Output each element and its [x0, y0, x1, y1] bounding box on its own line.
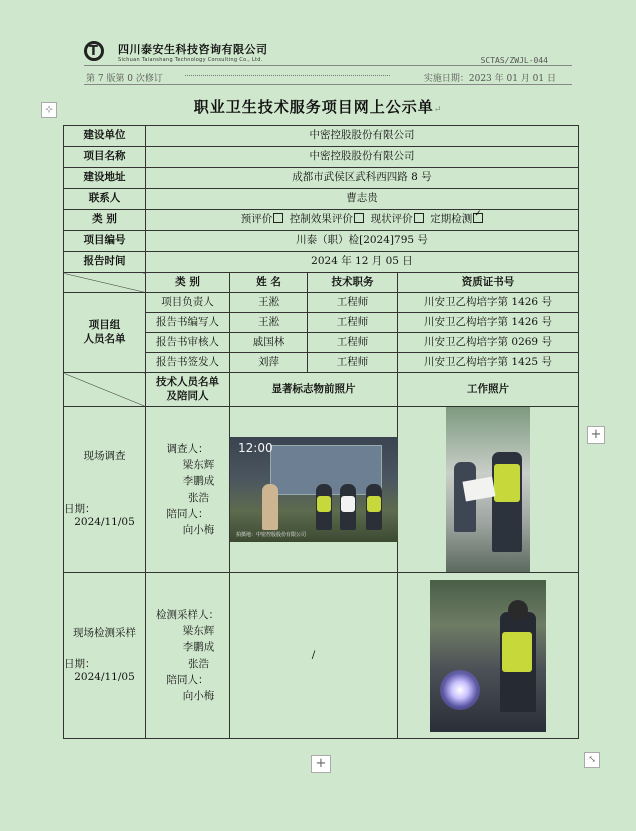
- sampling-work-photo[interactable]: [430, 580, 546, 732]
- member-cert[interactable]: 川安卫乙构培字第 1426 号: [398, 293, 579, 313]
- sampling-work-photo-cell: [398, 573, 579, 739]
- document-title: 职业卫生技术服务项目网上公示单↵: [193, 98, 443, 116]
- sampling-staff-2[interactable]: 李鹏成: [182, 641, 215, 654]
- contact-label: 联系人: [64, 189, 146, 210]
- diagonal-header-cell: [64, 273, 146, 293]
- company-name-cn: 四川泰安生科技咨询有限公司: [118, 43, 268, 56]
- sampling-staff-label: 检测采样人：: [156, 608, 219, 621]
- sampling-landmark-cell[interactable]: /: [230, 573, 398, 739]
- member-name[interactable]: 刘萍: [230, 353, 308, 373]
- sampling-label: 现场检测采样: [73, 626, 136, 639]
- member-name[interactable]: 戚国林: [230, 333, 308, 353]
- work-photo[interactable]: [446, 407, 530, 572]
- member-role[interactable]: 报告书审核人: [146, 333, 230, 353]
- project-label: 项目名称: [64, 147, 146, 168]
- survey-label: 现场调查: [83, 449, 126, 462]
- members-header-title: 技术职务: [308, 273, 398, 293]
- members-header-name: 姓 名: [230, 273, 308, 293]
- unit-value[interactable]: 中密控股股份有限公司: [146, 126, 579, 147]
- add-row-button[interactable]: +: [311, 755, 331, 773]
- table-resize-handle[interactable]: ⤡: [584, 752, 600, 768]
- member-title[interactable]: 工程师: [308, 313, 398, 333]
- member-title[interactable]: 工程师: [308, 353, 398, 373]
- number-label: 项目编号: [64, 231, 146, 252]
- photo-watermark: 拍摄地：中密控股股份有限公司: [236, 531, 307, 538]
- members-header-cert: 资质证书号: [398, 273, 579, 293]
- survey-work-photo-cell: [398, 407, 579, 573]
- survey-landmark-photo-cell: [230, 407, 398, 573]
- sampling-staff-1[interactable]: 梁东辉: [182, 624, 215, 637]
- diagonal-site-header-cell: [64, 373, 146, 407]
- sampling-companion-label: 陪同人：: [166, 673, 209, 686]
- sampling-companion[interactable]: 向小梅: [182, 690, 215, 703]
- sampling-date-label: 日期：: [64, 657, 96, 670]
- address-value[interactable]: 成都市武侯区武科西四路 8 号: [146, 168, 579, 189]
- unit-label: 建设单位: [64, 126, 146, 147]
- checkbox-icon[interactable]: [273, 213, 283, 223]
- header-rule-bottom: [84, 84, 572, 85]
- category-status-eval[interactable]: 现状评价: [371, 213, 424, 225]
- dotted-leader: [185, 75, 390, 76]
- category-pre-eval[interactable]: 预评价: [241, 213, 284, 225]
- category-label: 类 别: [64, 210, 146, 231]
- address-label: 建设地址: [64, 168, 146, 189]
- survey-date-label: 日期：: [64, 502, 96, 515]
- company-name-en: Sichuan Taianshang Technology Consulting Co., Ltd.: [118, 57, 263, 63]
- members-group-label: 项目组 人员名单: [64, 293, 146, 373]
- survey-companion[interactable]: 向小梅: [182, 524, 215, 537]
- survey-staff-cell: [146, 407, 230, 573]
- photo-time: 12:00: [238, 441, 273, 455]
- checkbox-icon[interactable]: [414, 213, 424, 223]
- welding-flash: [440, 670, 480, 710]
- member-title[interactable]: 工程师: [308, 333, 398, 353]
- category-control-eval[interactable]: 控制效果评价: [290, 213, 364, 225]
- sampling-date[interactable]: 2024/11/05: [74, 671, 135, 684]
- table-move-handle[interactable]: ⊹: [41, 102, 57, 118]
- disclosure-table: [63, 125, 579, 739]
- member-role[interactable]: 项目负责人: [146, 293, 230, 313]
- checkbox-icon[interactable]: [354, 213, 364, 223]
- table-row: [64, 293, 579, 313]
- sampling-staff-3[interactable]: 张浩: [188, 657, 209, 670]
- member-name[interactable]: 王淞: [230, 293, 308, 313]
- company-logo: [84, 41, 268, 63]
- members-header-role: 类 别: [146, 273, 230, 293]
- version-text: 第 7 版第 0 次修订: [86, 74, 163, 84]
- number-value[interactable]: 川泰（职）检[2024]795 号: [146, 231, 579, 252]
- member-role[interactable]: 报告书签发人: [146, 353, 230, 373]
- site-header-work: 工作照片: [398, 373, 579, 407]
- contact-value[interactable]: 曹志贵: [146, 189, 579, 210]
- member-cert[interactable]: 川安卫乙构培字第 1425 号: [398, 353, 579, 373]
- survey-staff-label: 调查人：: [166, 442, 209, 455]
- survey-staff-3[interactable]: 张浩: [188, 491, 209, 504]
- member-cert[interactable]: 川安卫乙构培字第 1426 号: [398, 313, 579, 333]
- add-column-button[interactable]: +: [587, 426, 605, 444]
- site-header-staff: 技术人员名单 及陪同人: [146, 373, 230, 407]
- project-value[interactable]: 中密控股股份有限公司: [146, 147, 579, 168]
- member-title[interactable]: 工程师: [308, 293, 398, 313]
- category-periodic-test[interactable]: 定期检测✓: [430, 213, 483, 225]
- report-time-label: 报告时间: [64, 252, 146, 273]
- checked-checkbox-icon[interactable]: [473, 213, 483, 223]
- member-role[interactable]: 报告书编写人: [146, 313, 230, 333]
- survey-companion-label: 陪同人：: [166, 507, 209, 520]
- member-name[interactable]: 王淞: [230, 313, 308, 333]
- effective-date: 实施日期：2023 年 01 月 01 日: [423, 74, 556, 84]
- report-time-value[interactable]: 2024 年 12 月 05 日: [146, 252, 579, 273]
- site-header-landmark: 显著标志物前照片: [230, 373, 398, 407]
- category-options: [146, 210, 579, 231]
- document-code: SCTAS/ZWJL-044: [480, 56, 548, 65]
- landmark-photo[interactable]: [230, 437, 398, 542]
- survey-staff-2[interactable]: 李鹏成: [182, 475, 215, 488]
- member-cert[interactable]: 川安卫乙构培字第 0269 号: [398, 333, 579, 353]
- survey-staff-1[interactable]: 梁东辉: [182, 458, 215, 471]
- sampling-label-cell: [64, 573, 146, 739]
- sampling-staff-cell: [146, 573, 230, 739]
- header-rule-top: [84, 65, 572, 66]
- survey-label-cell: [64, 407, 146, 573]
- survey-date[interactable]: 2024/11/05: [74, 516, 135, 529]
- company-logo-icon: T: [84, 41, 112, 63]
